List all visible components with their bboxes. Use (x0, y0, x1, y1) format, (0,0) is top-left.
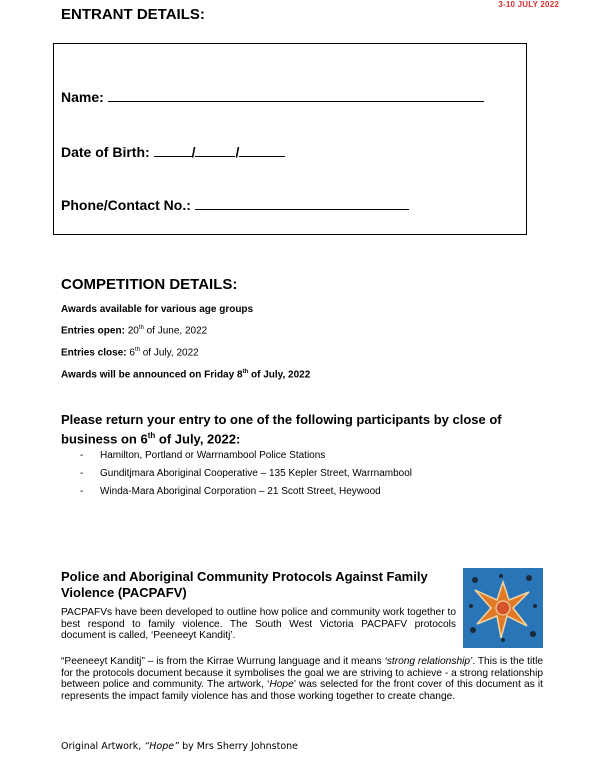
list-item: - Gunditjmara Aboriginal Cooperative – 135 Kepler Street, Warrnambool (80, 468, 520, 486)
awards-text: Awards available for various age groups (61, 304, 254, 315)
event-date-tag: 3-10 JULY 2022 (498, 0, 559, 9)
phone-input-line[interactable] (195, 196, 409, 210)
hope-artwork-image (463, 568, 543, 648)
name-field-row (61, 88, 484, 105)
return-location-list (80, 450, 520, 504)
phone-label: Phone/Contact No.: (61, 197, 191, 213)
pacpafv-paragraph-1: PACPAFVs have been developed to outline how police and community work together to best respond to family violence. The South West Victoria PACPAFV protocols document is called, ‘Peeneeyt Kanditj’. (61, 607, 456, 642)
name-input-line[interactable] (108, 88, 484, 102)
entries-open-text: Entries open: 20th of June, 2022 (61, 325, 208, 337)
pacpafv-paragraph-2: “Peeneeyt Kanditj” – is from the Kirrae Wurrung language and it means ‘strong relationship’. This is the title for the protocols document because it symbolises the goal we are striving to achieve - a strong relationship between police and community. The artwork, ‘Hope’ was selected for the front cover of this document as it represents the impact family violence has and those working together to create change. (61, 656, 544, 702)
dob-separator: / (191, 144, 196, 160)
artwork-caption: Original Artwork, “Hope” by Mrs Sherry Johnstone (61, 741, 299, 752)
name-label: Name: (61, 89, 104, 105)
list-item: - Hamilton, Portland or Warrnambool Police Stations (80, 450, 520, 468)
phone-field-row (61, 196, 409, 213)
dob-separator: / (235, 144, 240, 160)
announcement-text: Awards will be announced on Friday 8th of July, 2022 (61, 369, 311, 381)
pacpafv-heading: Police and Aboriginal Community Protocols Against Family Violence (PACPAFV) (61, 569, 428, 600)
entries-close-text: Entries close: 6th of July, 2022 (61, 347, 199, 359)
competition-details-heading: COMPETITION DETAILS: (61, 276, 238, 293)
list-item: - Winda-Mara Aboriginal Corporation – 21 Scott Street, Heywood (80, 486, 520, 504)
dob-year-line[interactable] (239, 143, 285, 157)
entrant-details-heading: ENTRANT DETAILS: (61, 6, 205, 23)
dob-label: Date of Birth: (61, 144, 150, 160)
dob-day-line[interactable] (154, 143, 192, 157)
starfish-artwork (463, 568, 543, 648)
return-heading: Please return your entry to one of the following participants by close of business on 6th of July, 2022: (61, 412, 502, 447)
dob-field-row (61, 143, 285, 160)
dob-month-line[interactable] (195, 143, 235, 157)
